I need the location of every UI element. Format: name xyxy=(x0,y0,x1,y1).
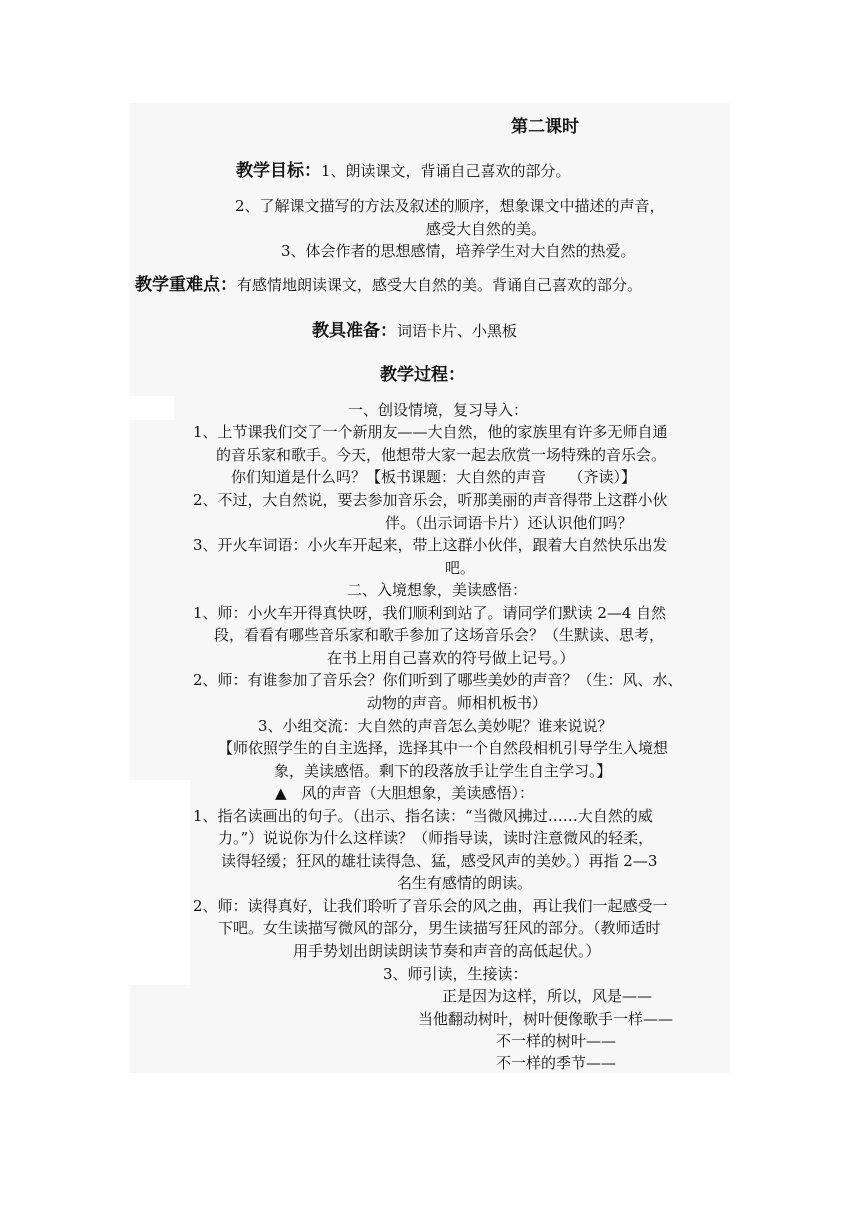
goal-2b: 感受大自然的美。 xyxy=(426,220,547,238)
tools-text: 词语卡片、小黑板 xyxy=(397,322,518,340)
s2-p2b: 动物的声音。师相机板书） xyxy=(367,694,548,712)
wind-p2a: 2、师：读得真好，让我们聆听了音乐会的风之曲，再让我们一起感受一 xyxy=(193,897,668,915)
background-gap xyxy=(130,396,174,420)
wind-p3: 3、师引读，生接读： xyxy=(383,965,528,983)
s1-p3b: 吧。 xyxy=(445,559,476,577)
wind-p1c: 读得轻缓；狂风的雄壮读得急、猛，感受风声的美妙。）再指 2—3 xyxy=(221,852,658,870)
goal-1: 1、朗读课文，背诵自己喜欢的部分。 xyxy=(321,162,571,180)
s2-p1c: 在书上用自己喜欢的符号做上记号。） xyxy=(327,649,575,667)
s2-p3: 3、小组交流：大自然的声音怎么美妙呢？谁来说说？ xyxy=(258,717,613,735)
difficulty-line xyxy=(135,274,642,297)
recite-1: 正是因为这样，所以，风是—— xyxy=(442,987,653,1005)
s2-note1: 【师依照学生的自主选择，选择其中一个自然段相机引导学生入境想 xyxy=(218,739,669,757)
s1-p3a: 3、开火车词语：小火车开起来，带上这群小伙伴，跟着大自然快乐出发 xyxy=(193,536,668,554)
difficulty-label: 教学重难点： xyxy=(135,275,237,295)
wind-p1b: 力。”）说说你为什么这样读？（师指导读，读时注意微风的轻柔， xyxy=(218,829,654,847)
section-2-heading: 二、入境想象，美读感悟： xyxy=(347,581,528,599)
wind-p1a: 1、指名读画出的句子。（出示、指名读：“当微风拂过……大自然的威 xyxy=(193,807,653,825)
s2-p1a: 1、师：小火车开得真快呀，我们顺利到站了。请同学们默读 2—4 自然 xyxy=(193,604,667,622)
s1-p1c: 你们知道是什么吗？【板书课题：大自然的声音 （齐读）】 xyxy=(231,468,637,486)
s2-note2: 象，美读感悟。剩下的段落放手让学生自主学习。】 xyxy=(274,762,612,780)
difficulty-text: 有感情地朗读课文，感受大自然的美。背诵自己喜欢的部分。 xyxy=(237,276,643,294)
goals-label: 教学目标： xyxy=(236,161,321,181)
section-1-heading: 一、创设情境，复习导入： xyxy=(348,401,529,419)
wind-p2c: 用手势划出朗读朗读节奏和声音的高低起伏。） xyxy=(293,942,601,960)
s1-p2a: 2、不过，大自然说，要去参加音乐会，听那美丽的声音得带上这群小伙 xyxy=(193,491,668,509)
tools-label: 教具准备： xyxy=(312,321,397,341)
tools-line xyxy=(312,320,517,343)
s2-p1b: 段，看看有哪些音乐家和歌手参加了这场音乐会？（生默读、思考， xyxy=(214,626,665,644)
s1-p1a: 1、上节课我们交了一个新朋友——大自然，他的家族里有许多无师自通 xyxy=(193,423,668,441)
background-gap xyxy=(130,780,190,985)
goal-3: 3、体会作者的思想感情，培养学生对大自然的热爱。 xyxy=(281,242,636,260)
s1-p1b: 的音乐家和歌手。今天，他想带大家一起去欣赏一场特殊的音乐会。 xyxy=(216,446,667,464)
wind-p2b: 下吧。女生读描写微风的部分，男生读描写狂风的部分。（教师适时 xyxy=(218,919,661,937)
lesson-title: 第二课时 xyxy=(511,117,579,137)
recite-3: 不一样的树叶—— xyxy=(496,1032,617,1050)
process-label: 教学过程： xyxy=(380,365,465,385)
goal-2a: 2、了解课文描写的方法及叙述的顺序，想象课文中描述的声音， xyxy=(235,197,665,215)
goals-line-1 xyxy=(236,160,571,183)
wind-p1d: 名生有感情的朗读。 xyxy=(397,874,533,892)
recite-4: 不一样的季节—— xyxy=(496,1054,617,1072)
wind-heading: ▲ 风的声音（大胆想象，美读感悟）： xyxy=(275,784,535,802)
recite-2: 当他翻动树叶，树叶便像歌手一样—— xyxy=(418,1010,674,1028)
s1-p2b: 伴。（出示词语卡片）还认识他们吗？ xyxy=(385,514,633,532)
s2-p2a: 2、师：有谁参加了音乐会？你们听到了哪些美妙的声音？（生：风、水、 xyxy=(193,671,683,689)
